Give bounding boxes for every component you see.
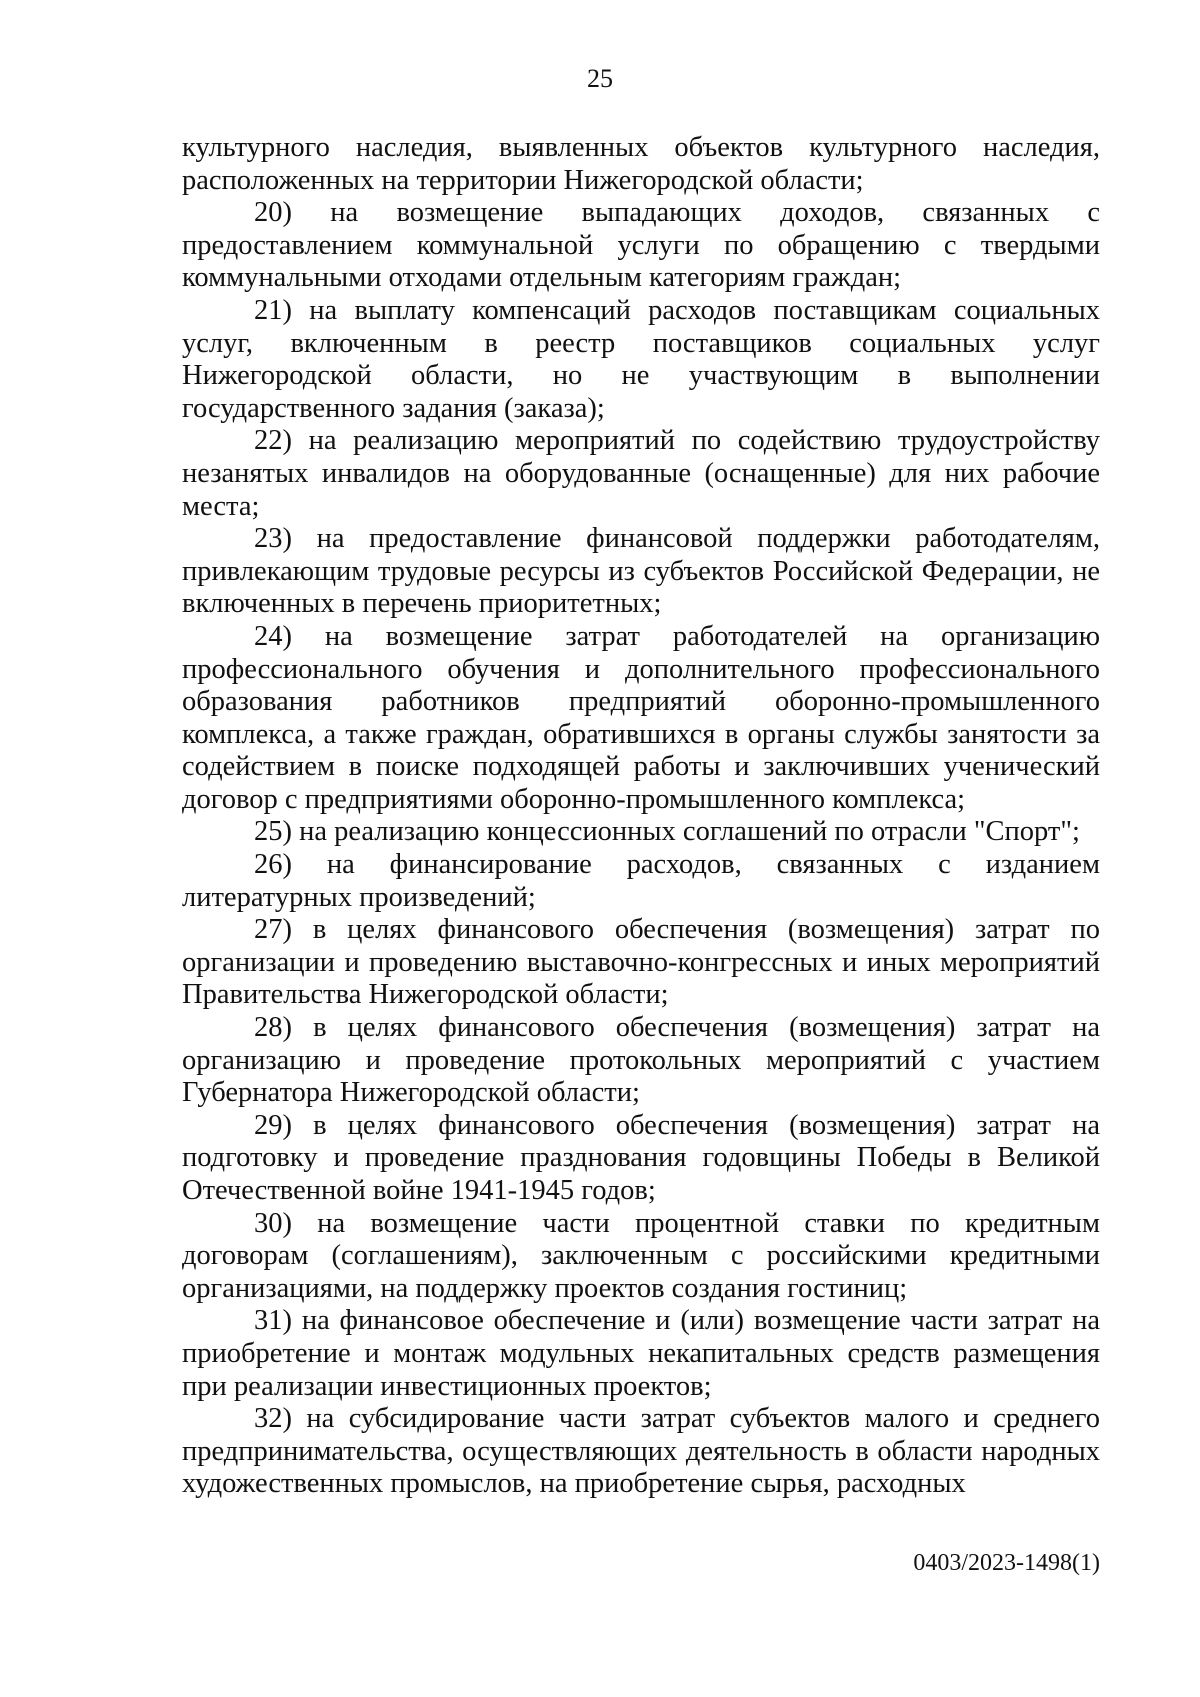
document-code: 0403/2023-1498(1) [913, 1550, 1100, 1576]
list-item-26: 26) на финансирование расходов, связанных с изданием литературных произведений; [182, 849, 1100, 913]
list-item-29: 29) в целях финансового обеспечения (возмещения) затрат на подготовку и проведение празднования годовщины Победы в Великой Отечественной войне 1941-1945 годов; [182, 1109, 1100, 1206]
list-item-28: 28) в целях финансового обеспечения (возмещения) затрат на организацию и проведение протокольных мероприятий с участием Губернатора Нижегородской области; [182, 1012, 1100, 1109]
list-item-31: 31) на финансовое обеспечение и (или) возмещение части затрат на приобретение и монтаж модульных некапитальных средств размещения при реализации инвестиционных проектов; [182, 1305, 1100, 1402]
list-item-24: 24) на возмещение затрат работодателей на организацию профессионального обучения и дополнительного профессионального образования работников предприятий оборонно-промышленного комплекса, а также граждан, обратившихся в органы службы занятости за содействием в поиске подходящей работы и заключивших ученический договор с предприятиями оборонно-промышленного комплекса; [182, 620, 1100, 815]
list-item-32: 32) на субсидирование части затрат субъектов малого и среднего предпринимательства, осуществляющих деятельность в области народных художественных промыслов, на приобретение сырья, расходных [182, 1403, 1100, 1500]
document-body [182, 132, 1100, 1501]
list-item-20: 20) на возмещение выпадающих доходов, связанных с предоставлением коммунальной услуги по обращению с твердыми коммунальными отходами отдельным категориям граждан; [182, 197, 1100, 294]
paragraph-continuation: культурного наследия, выявленных объектов культурного наследия, расположенных на территории Нижегородской области; [182, 132, 1100, 196]
page-number: 25 [587, 64, 613, 93]
list-item-25: 25) на реализацию концессионных соглашений по отрасли "Спорт"; [254, 816, 1080, 848]
list-item-23: 23) на предоставление финансовой поддержки работодателям, привлекающим трудовые ресурсы из субъектов Российской Федерации, не включенных в перечень приоритетных; [182, 523, 1100, 620]
list-item-27: 27) в целях финансового обеспечения (возмещения) затрат по организации и проведению выставочно-конгрессных и иных мероприятий Правительства Нижегородской области; [182, 914, 1100, 1011]
list-item-21: 21) на выплату компенсаций расходов поставщикам социальных услуг, включенным в реестр поставщиков социальных услуг Нижегородской области, но не участвующим в выполнении государственного задания (заказа); [182, 294, 1100, 424]
list-item-22: 22) на реализацию мероприятий по содействию трудоустройству незанятых инвалидов на оборудованные (оснащенные) для них рабочие места; [182, 425, 1100, 522]
list-item-30: 30) на возмещение части процентной ставки по кредитным договорам (соглашениям), заключенным с российскими кредитными организациями, на поддержку проектов создания гостиниц; [182, 1207, 1100, 1304]
